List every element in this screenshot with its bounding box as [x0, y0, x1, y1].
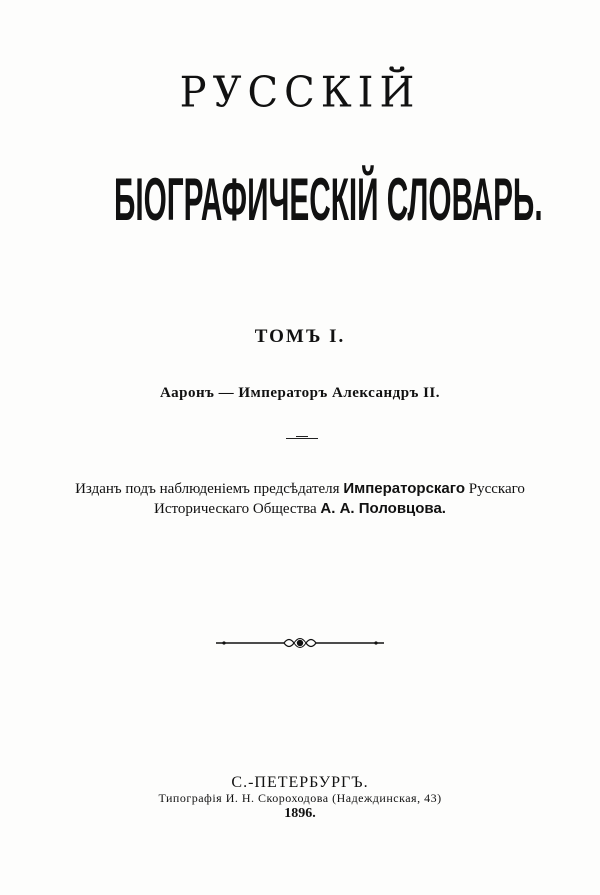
title-line-2: БІОГРАФИЧЕСКІЙ СЛОВАРЬ.: [114, 167, 543, 234]
editor-line-2: [0, 500, 600, 518]
divider-rule: [286, 438, 318, 439]
editor-line-1-end: Русскаго: [465, 481, 525, 497]
imprint-city: С.-ПЕТЕРБУРГЪ.: [231, 774, 369, 791]
imprint-printer: Типографія И. Н. Скороходова (Надеждинская, 43): [158, 791, 442, 805]
editor-line-2-text: Историческаго Общества: [154, 501, 321, 517]
volume-range: Ааронъ — Императоръ Александръ II.: [159, 385, 441, 401]
editor-line-1: [0, 480, 600, 498]
editor-line-1-bold: Императорскаго: [343, 480, 465, 497]
editor-name: А. А. Половцова.: [320, 500, 446, 517]
volume-number: ТОМЪ I.: [254, 326, 346, 347]
title-line-1: РУССКІЙ: [179, 68, 421, 118]
imprint-year: 1896.: [284, 806, 316, 821]
editor-line-1-text: Изданъ подъ наблюденіемъ предсѣдателя: [75, 481, 344, 497]
ornament-rule-icon: [214, 632, 386, 654]
